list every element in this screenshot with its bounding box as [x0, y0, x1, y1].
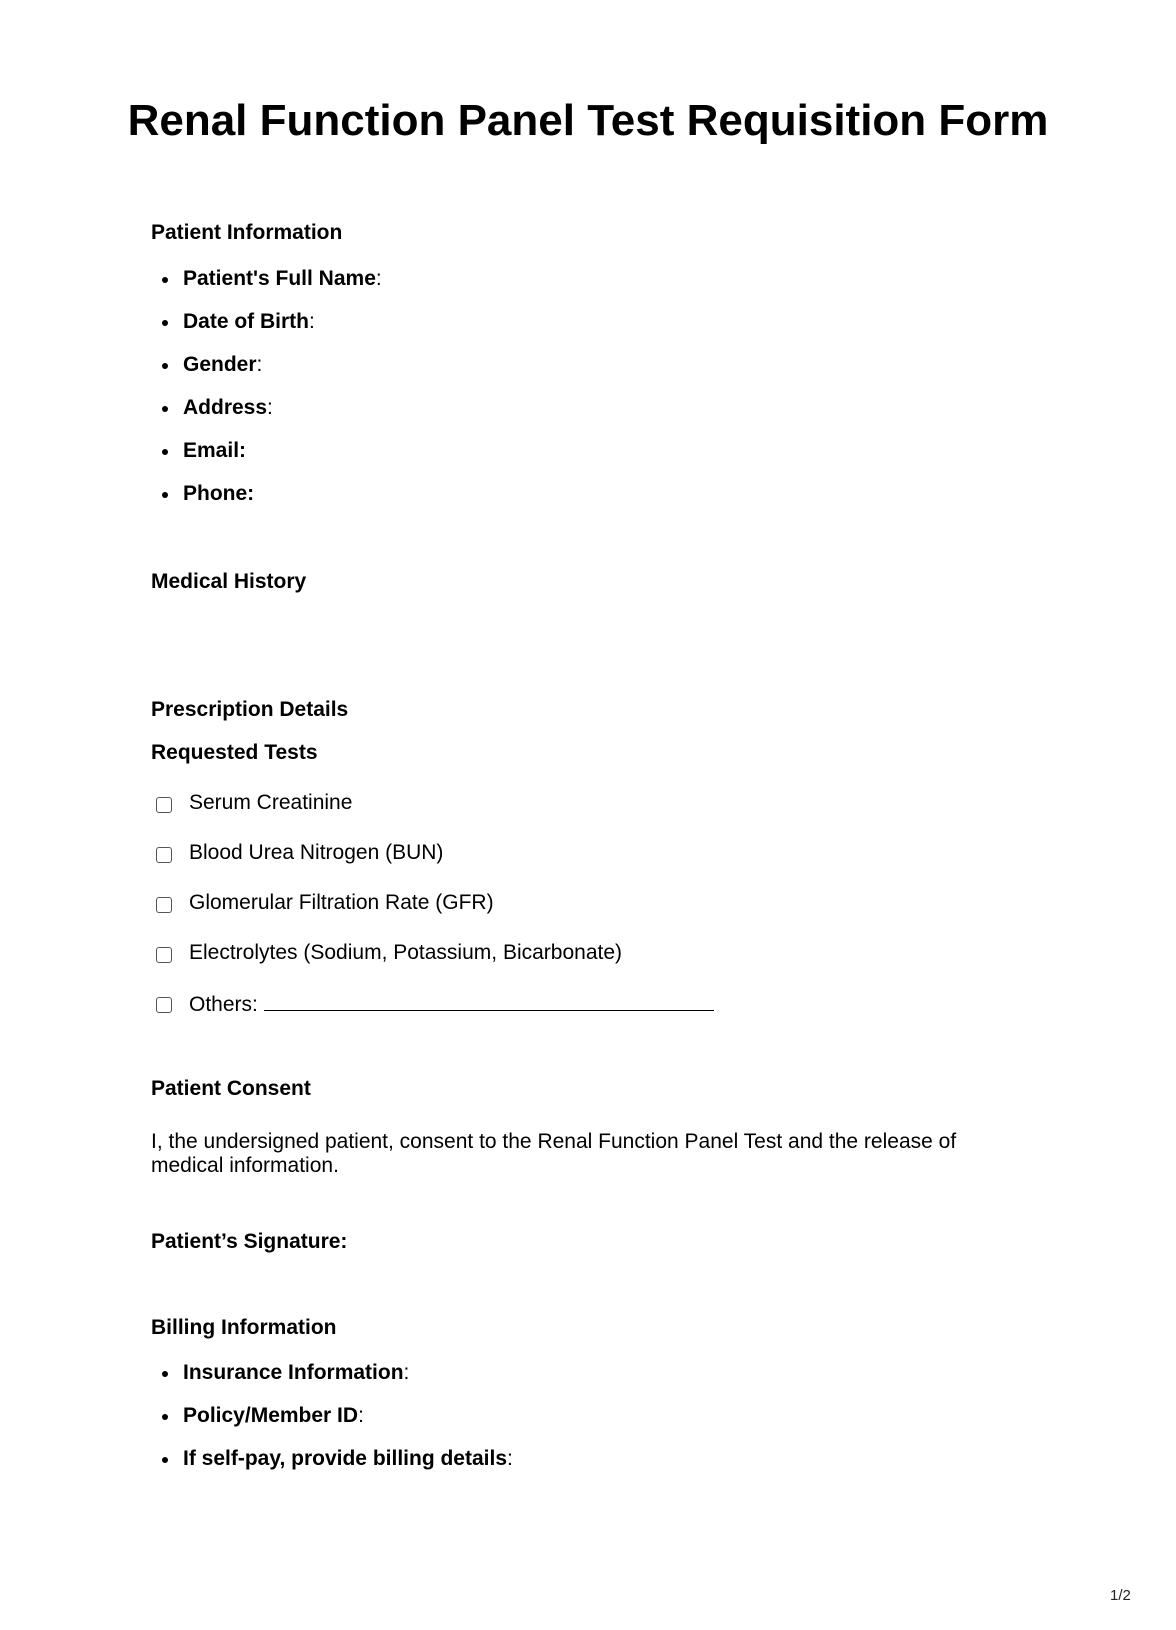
field-colon: :: [403, 1361, 410, 1384]
field-label: Insurance Information: [183, 1361, 404, 1384]
bullet-icon: [162, 320, 168, 326]
prescription-details-heading: Prescription Details: [151, 698, 349, 721]
phone-field: [151, 481, 382, 524]
email-field: [151, 438, 382, 481]
page-title: Renal Function Panel Test Requisition Form: [127, 96, 1049, 145]
bullet-icon: [162, 1414, 168, 1420]
gender-field: [151, 352, 382, 395]
test-option-gfr[interactable]: [156, 890, 714, 940]
field-colon: :: [358, 1404, 364, 1427]
address-field: [151, 395, 382, 438]
bullet-icon: [162, 1457, 168, 1463]
patient-consent-heading: Patient Consent: [151, 1077, 311, 1100]
test-label: Glomerular Filtration Rate (GFR): [189, 891, 494, 914]
test-label: Electrolytes (Sodium, Potassium, Bicarbonate): [189, 941, 623, 964]
field-label: Email:: [183, 439, 247, 462]
test-label: Others:: [189, 993, 258, 1016]
date-of-birth-field: [151, 309, 382, 352]
field-label: Phone:: [183, 482, 255, 505]
insurance-information-field: [151, 1360, 513, 1403]
bullet-icon: [162, 406, 168, 412]
billing-information-list: [151, 1360, 513, 1489]
requested-tests-list: [156, 790, 714, 1040]
page-number: 1/2: [1110, 1587, 1131, 1604]
field-label: Address: [183, 396, 268, 419]
field-label: Patient's Full Name: [183, 267, 376, 290]
test-label: Blood Urea Nitrogen (BUN): [189, 841, 444, 864]
test-option-others[interactable]: [156, 990, 714, 1040]
field-label: Gender: [183, 353, 257, 376]
field-colon: :: [375, 267, 382, 290]
test-option-serum-creatinine[interactable]: [156, 790, 714, 840]
others-blank-line[interactable]: [264, 990, 714, 1011]
consent-statement: I, the undersigned patient, consent to the Renal Function Panel Test and the release of medical information.: [151, 1130, 957, 1177]
field-colon: :: [256, 353, 263, 376]
medical-history-heading: Medical History: [151, 570, 307, 593]
field-colon: :: [309, 310, 315, 333]
field-colon: :: [267, 396, 273, 419]
test-label: Serum Creatinine: [189, 791, 353, 814]
billing-information-heading: Billing Information: [151, 1316, 337, 1339]
checkbox[interactable]: [156, 897, 172, 913]
patient-signature-label: Patient’s Signature:: [151, 1230, 348, 1253]
checkbox[interactable]: [156, 847, 172, 863]
field-label: Policy/Member ID: [183, 1404, 359, 1427]
checkbox[interactable]: [156, 997, 172, 1013]
bullet-icon: [162, 492, 168, 498]
checkbox[interactable]: [156, 947, 172, 963]
policy-member-id-field: [151, 1403, 513, 1446]
checkbox[interactable]: [156, 797, 172, 813]
patient-full-name-field: [151, 266, 382, 309]
bullet-icon: [162, 277, 168, 283]
field-label: Date of Birth: [183, 310, 309, 333]
test-option-electrolytes[interactable]: [156, 940, 714, 990]
bullet-icon: [162, 449, 168, 455]
patient-information-heading: Patient Information: [151, 221, 343, 244]
field-colon: :: [507, 1447, 513, 1470]
field-label: If self-pay, provide billing details: [183, 1447, 508, 1470]
bullet-icon: [162, 1371, 168, 1377]
patient-information-list: [151, 266, 382, 524]
test-option-bun[interactable]: [156, 840, 714, 890]
bullet-icon: [162, 363, 168, 369]
self-pay-billing-field: [151, 1446, 513, 1489]
requested-tests-heading: Requested Tests: [151, 741, 318, 764]
